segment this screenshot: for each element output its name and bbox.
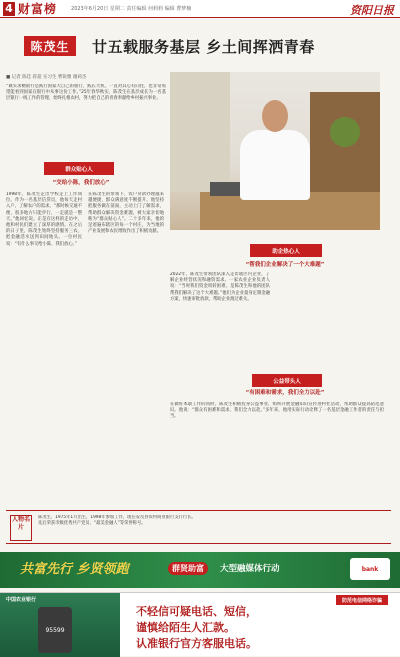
column-4: 在做好本职工作的同时，陈茂生积极投身公益事业，组织开展金融知识宣传进村社活动，帮助群众提高防范意识。他说：“群众有困难和需求，我们全力以赴。”多年来，他用实际行动诠释了一名基层金融工作者的责任与担当。 [170,402,384,420]
person-name-tag: 陈茂生 [24,36,76,56]
column-3: 2022年，陈茂生带领团队深入走访辖区内企业，了解企业经营状况和融资需求。一家农业企业负责人说：“当时我们资金周转困难，是陈茂生和他的团队帮我们解决了这个大难题。”他们为企业量身定制金融方案，快速审批放款，帮助企业渡过难关。 [170,272,270,302]
ad-line-2: 谨慎给陌生人汇款。 [136,621,235,634]
column-1: 1998年，陈茂生走出学校走上工作岗位。作为一名基层信贷员，他每天走村入户，了解农户的需求。“那时候交通不便，很多地方只能步行，一走就是一整天。”他回忆说。正是在这样的走访中，他和村民们建立了深厚的感情。在之后的日子里，陈茂生始终坚持服务三农，把金融活水送到田间地头。一位村民说：“有什么事交给小陈，我们放心。” [6,192,82,247]
section-subtitle-1: “交给小陈，我们放心” [52,180,110,186]
section-heading-3: 公益带头人 [252,374,322,387]
ad-line-1: 不轻信可疑电话、短信， [136,605,257,618]
portrait-photo [170,72,380,230]
section-subtitle-2: “帮我们企业解决了一个大难题” [245,262,325,268]
ad-tag: 防范电信网络诈骗 [336,595,388,605]
issue-meta: 2023年6月20日 星期二 责任编辑 何莉莉 编辑 曹梦楠 [71,6,192,12]
byline: ■ 记者 陈佳 蒋超 实习生 曹锐雅 谢莉杰 [6,75,87,80]
newspaper-brand: 资阳日报 [350,4,394,17]
banner-slogan: 共富先行 乡贤领跑 [20,562,129,577]
ad-line-3: 认准银行官方客服电话。 [136,637,257,650]
profile-text: 陈茂生，1975年1月出生，1998年参加工作，现任安岳县农村商业银行支行行长。先后荣获市级优秀共产党员、“最美金融人”等荣誉称号。 [38,515,196,526]
section-subtitle-3: “有困难和需求，我们全力以赴” [245,390,325,396]
article-headline: 廿五载服务基层 乡土间挥洒青春 [92,38,315,56]
column-3b [276,272,384,368]
phone-icon: 95599 [38,607,72,653]
section-title: 财富榜 [18,2,58,16]
ad-bank-logo: 中国农业银行 [6,597,37,603]
page-number: 4 [3,2,15,16]
profile-label: 人物名片 [10,515,32,541]
column-2: 在陈茂生的带领下，农户贷款办理越来越便捷，群众满意度不断提升。他坚持把服务做在前面，主动上门了解需求，帮助群众解决资金难题，被大家亲切地称为“群众贴心人”。二十多年来，他的足迹遍布辖区的每一个村庄，为当地的产业发展和农民增收作出了积极贡献。 [88,192,164,235]
banner-campaign: 大型融媒体行动 [220,564,280,574]
section-heading-2: 助企热心人 [250,244,322,257]
bank-logo-icon: bank [350,558,390,580]
campaign-banner [0,552,400,588]
banner-badge: 群贤助富 [168,562,208,575]
headline-row [0,36,400,58]
ad-image [0,593,120,657]
section-heading-1: 群众贴心人 [44,162,114,175]
profile-box [6,510,391,544]
article-intro: “诚实求精银行是践行国家大自己的银行，践长大机，一直对其心有向往，也非常希望能看到国家在银行中从事这份工作。”25年春华秋实，陈茂生在基层成长为一名基层银行一线工作的管理，始终扎根农村，努力把自己的青春奉献给乡村振兴事业。 [6,84,166,102]
anti-fraud-ad [0,592,400,656]
masthead [0,0,400,18]
